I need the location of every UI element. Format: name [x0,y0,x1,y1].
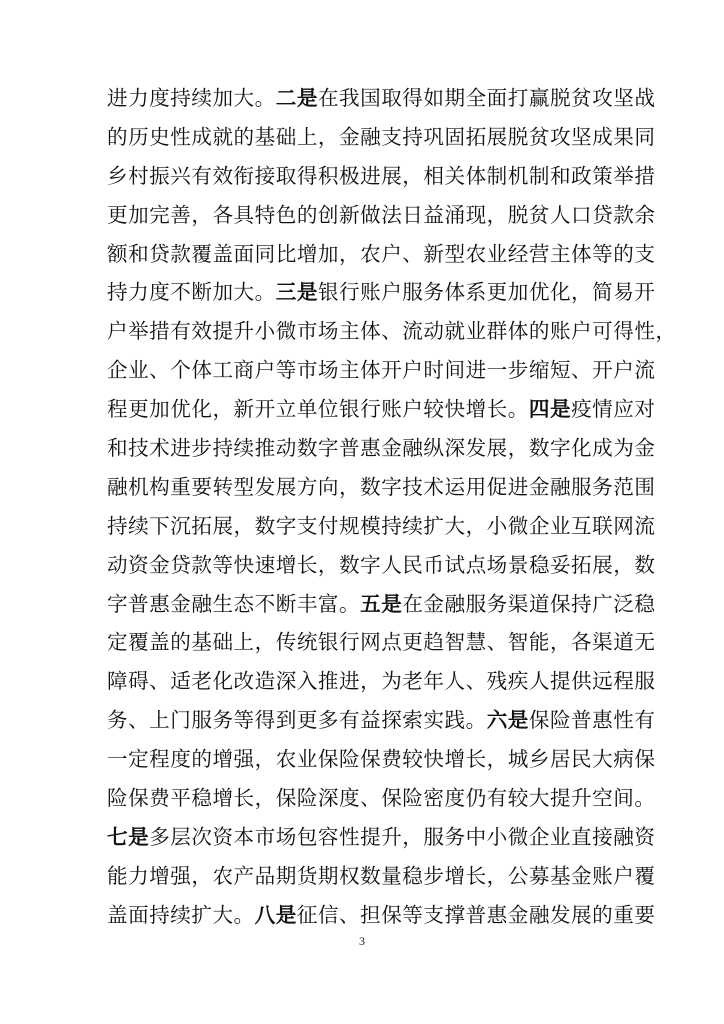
text-run: 额和贷款覆盖面同比增加，农户、新型农业经营主体等的支 [107,241,656,266]
text-line [107,79,656,118]
section-marker: 七是 [107,824,150,849]
text-run: 在我国取得如期全面打赢脱贫攻坚战 [317,86,656,110]
text-run: 务、上门服务等得到更多有益探索实践。 [107,708,487,733]
text-line [107,740,656,779]
text-line [107,896,656,935]
text-run: 障碍、适老化改造深入推进，为老年人、残疾人提供远程服 [107,669,656,694]
text-line [107,118,656,157]
text-line [107,507,656,546]
text-line [107,662,656,701]
text-line [107,857,656,896]
text-run: 更加完善，各具特色的创新做法日益涌现，脱贫人口贷款余 [107,202,656,227]
text-run: 盖面持续扩大。 [107,902,255,927]
text-run: 持力度不断加大。 [107,280,276,305]
text-run: 和技术进步持续推动数字普惠金融纵深发展，数字化成为金 [107,436,656,461]
text-line [107,779,656,818]
text-line [107,429,656,468]
text-run: 多层次资本市场包容性提升，服务中小微企业直接融资 [149,824,656,849]
text-run: 疫情应对 [571,397,656,422]
text-line [107,235,656,274]
section-marker: 八是 [254,902,297,927]
text-run: 能力增强，农产品期货期权数量稳步增长，公募基金账户覆 [107,863,656,888]
text-run: 的历史性成就的基础上，金融支持巩固拓展脱贫攻坚成果同 [107,124,656,149]
text-run: 字普惠金融生态不断丰富。 [107,591,361,616]
text-run: 一定程度的增强，农业保险保费较快增长，城乡居民大病保 [107,747,656,772]
text-run: 保险普惠性有 [528,708,656,733]
text-run: 户举措有效提升小微市场主体、流动就业群体的账户可得性， [107,319,677,344]
text-run: 征信、担保等支撑普惠金融发展的重要 [296,902,656,927]
text-run: 程更加优化，新开立单位银行账户较快增长。 [107,397,529,422]
text-line [107,468,656,507]
section-marker: 三是 [275,280,318,305]
text-line [107,312,677,351]
text-run: 银行账户服务体系更加优化，简易开 [317,280,656,305]
text-run: 进力度持续加大。 [107,86,276,110]
text-line [107,701,656,740]
page-number: 3 [359,934,365,948]
text-line [107,196,656,235]
section-marker: 二是 [275,86,318,110]
text-line [107,390,656,429]
text-run: 险保费平稳增长，保险深度、保险密度仍有较大提升空间。 [107,786,656,811]
text-line [107,546,656,585]
text-line [107,351,656,390]
text-line [107,273,656,312]
text-run: 乡村振兴有效衔接取得积极进展，相关体制机制和政策举措 [107,163,656,188]
text-run: 企业、个体工商户等市场主体开户时间进一步缩短、开户流 [107,358,656,383]
text-line [107,818,656,857]
text-line [107,585,656,624]
text-run: 动资金贷款等快速增长，数字人民币试点场景稳妥拓展，数 [107,552,656,577]
body-text [107,79,677,935]
text-line [107,157,656,196]
section-marker: 六是 [486,708,529,733]
section-marker: 四是 [528,397,572,422]
text-line [107,623,656,662]
text-run: 在金融服务渠道保持广泛稳 [402,591,656,616]
text-run: 定覆盖的基础上，传统银行网点更趋智慧、智能，各渠道无 [107,630,656,655]
text-run: 持续下沉拓展，数字支付规模持续扩大，小微企业互联网流 [107,513,656,538]
section-marker: 五是 [360,591,403,616]
text-run: 融机构重要转型发展方向，数字技术运用促进金融服务范围 [107,474,656,499]
